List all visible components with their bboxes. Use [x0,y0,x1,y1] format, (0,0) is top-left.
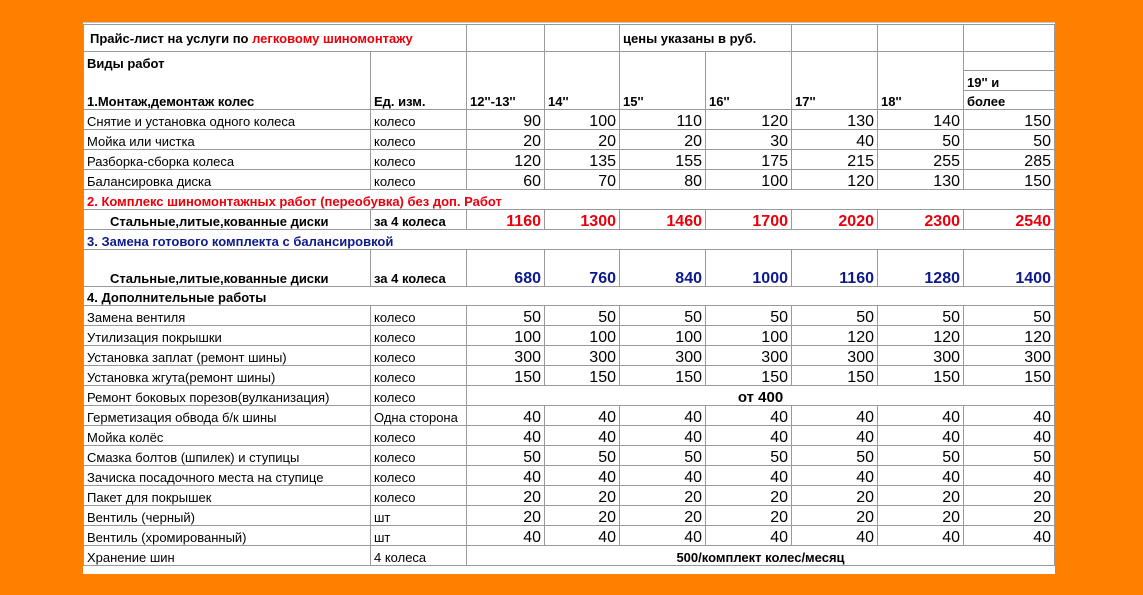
empty-cell [545,25,620,52]
table-row [84,466,1055,486]
price-cell: 60 [467,170,545,190]
service-name: Мойка или чистка [84,130,371,150]
unit-cell: колесо [371,170,467,190]
service-name: Разборка-сборка колеса [84,150,371,170]
price-cell: 30 [706,130,792,150]
section-title-row [84,287,1055,306]
title-row [84,25,1055,52]
empty-cell [964,52,1055,71]
price-cell: 20 [878,486,964,506]
empty-cell [467,71,545,91]
price-cell: 1300 [545,210,620,230]
unit-cell: колесо [371,306,467,326]
price-cell: 40 [964,426,1055,446]
col-size-12-13: 12''-13'' [467,91,545,110]
price-cell: 40 [620,466,706,486]
unit-cell: шт [371,506,467,526]
empty-cell [467,52,545,71]
price-cell: 40 [878,466,964,486]
unit-cell: колесо [371,466,467,486]
unit-cell: за 4 колеса [371,250,467,287]
price-cell: 120 [964,326,1055,346]
price-cell: 20 [467,130,545,150]
price-cell: 50 [878,306,964,326]
price-cell: 20 [467,486,545,506]
service-name: Вентиль (черный) [84,506,371,526]
price-cell: 50 [706,306,792,326]
col-size-18: 18'' [878,91,964,110]
service-name: Вентиль (хромированный) [84,526,371,546]
empty-cell [792,25,878,52]
price-cell: 300 [878,346,964,366]
col-work-type: Виды работ [84,52,371,71]
price-cell: 1000 [706,250,792,287]
price-cell: 840 [620,250,706,287]
price-cell: 120 [467,150,545,170]
price-cell: 50 [964,306,1055,326]
price-cell: 50 [620,446,706,466]
price-cell: 70 [545,170,620,190]
unit-cell: шт [371,526,467,546]
price-list-sheet [83,22,1055,574]
price-cell: 1700 [706,210,792,230]
price-cell: 50 [467,446,545,466]
price-cell: 150 [467,366,545,386]
price-cell: 155 [620,150,706,170]
price-cell: 50 [878,130,964,150]
title-prefix: Прайс-лист на услуги по [90,30,253,46]
price-cell: 300 [964,346,1055,366]
table-row [84,506,1055,526]
price-cell: 120 [878,326,964,346]
price-cell: 150 [620,366,706,386]
price-cell: 285 [964,150,1055,170]
col-size-16: 16'' [706,91,792,110]
price-cell: 100 [467,326,545,346]
empty-cell [371,52,467,71]
side-cuts-price: от 400 [467,386,1055,406]
price-cell: 150 [706,366,792,386]
price-cell: 300 [792,346,878,366]
price-cell: 100 [545,110,620,130]
title-highlight: легковому шиномонтажу [252,30,413,46]
price-cell: 2540 [964,210,1055,230]
table-row [84,406,1055,426]
section-title-row [84,190,1055,210]
price-cell: 40 [964,406,1055,426]
service-name: Герметизация обвода б/к шины [84,406,371,426]
price-cell: 20 [878,506,964,526]
unit-cell: колесо [371,326,467,346]
col-size-15: 15'' [620,91,706,110]
price-cell: 140 [878,110,964,130]
price-cell: 40 [467,406,545,426]
empty-cell [964,25,1055,52]
service-name: Пакет для покрышек [84,486,371,506]
col-size-14: 14'' [545,91,620,110]
col-unit: Ед. изм. [371,91,467,110]
price-cell: 150 [878,366,964,386]
price-cell: 300 [545,346,620,366]
table-row [84,446,1055,466]
unit-cell: колесо [371,150,467,170]
price-cell: 40 [467,466,545,486]
empty-cell [878,52,964,71]
table-row [84,130,1055,150]
unit-cell: 4 колеса [371,546,467,566]
price-cell: 100 [706,326,792,346]
table-row [84,306,1055,326]
empty-cell [878,71,964,91]
service-name: Стальные,литые,кованные диски [84,210,371,230]
service-name: Утилизация покрышки [84,326,371,346]
empty-cell [706,71,792,91]
price-cell: 20 [706,486,792,506]
price-cell: 50 [706,446,792,466]
price-cell: 20 [620,506,706,526]
price-cell: 40 [620,426,706,446]
service-name: Стальные,литые,кованные диски [84,250,371,287]
table-row [84,366,1055,386]
price-cell: 90 [467,110,545,130]
price-cell: 50 [620,306,706,326]
unit-cell: колесо [371,446,467,466]
price-cell: 40 [467,526,545,546]
price-cell: 215 [792,150,878,170]
table-row [84,346,1055,366]
price-cell: 40 [706,466,792,486]
section1-title: 1.Монтаж,демонтаж колес [84,91,371,110]
price-cell: 110 [620,110,706,130]
service-name: Снятие и установка одного колеса [84,110,371,130]
price-cell: 1280 [878,250,964,287]
price-cell: 40 [878,426,964,446]
service-name: Хранение шин [84,546,371,566]
price-cell: 20 [620,486,706,506]
currency-note: цены указаны в руб. [620,25,792,52]
price-cell: 20 [620,130,706,150]
price-cell: 1460 [620,210,706,230]
table-row [84,210,1055,230]
price-cell: 20 [964,486,1055,506]
price-cell: 300 [706,346,792,366]
price-cell: 40 [792,526,878,546]
header-row-2 [84,71,1055,91]
service-name: Мойка колёс [84,426,371,446]
unit-cell: колесо [371,366,467,386]
price-cell: 50 [878,446,964,466]
price-cell: 80 [620,170,706,190]
service-name: Установка заплат (ремонт шины) [84,346,371,366]
price-cell: 300 [620,346,706,366]
price-cell: 2300 [878,210,964,230]
table-row [84,546,1055,566]
price-cell: 40 [792,466,878,486]
price-cell: 135 [545,150,620,170]
unit-cell: колесо [371,346,467,366]
table-row [84,486,1055,506]
sheet-top-rule [83,22,1055,23]
price-cell: 40 [878,406,964,426]
unit-cell: колесо [371,386,467,406]
price-cell: 175 [706,150,792,170]
price-cell: 40 [545,526,620,546]
price-cell: 40 [792,426,878,446]
storage-price: 500/комплект колес/месяц [467,546,1055,566]
price-cell: 50 [964,446,1055,466]
section-title: 2. Комплекс шиномонтажных работ (переобувка) без доп. Работ [84,190,1055,210]
price-cell: 20 [545,486,620,506]
table-row [84,526,1055,546]
price-cell: 40 [792,130,878,150]
service-name: Зачиска посадочного места на ступице [84,466,371,486]
unit-cell: колесо [371,486,467,506]
price-cell: 40 [878,526,964,546]
price-cell: 150 [964,110,1055,130]
price-cell: 50 [545,306,620,326]
price-cell: 100 [620,326,706,346]
empty-cell [467,25,545,52]
col-size-19-line1: 19'' и [964,71,1055,91]
price-cell: 150 [545,366,620,386]
price-cell: 100 [545,326,620,346]
empty-cell [620,52,706,71]
section-title: 4. Дополнительные работы [84,287,1055,306]
unit-cell: Одна сторона [371,406,467,426]
price-cell: 40 [545,406,620,426]
price-cell: 300 [467,346,545,366]
price-table [83,24,1055,566]
header-row-1 [84,52,1055,71]
service-name: Замена вентиля [84,306,371,326]
empty-cell [792,71,878,91]
price-cell: 40 [620,526,706,546]
price-cell: 680 [467,250,545,287]
title-cell [84,25,467,52]
price-cell: 120 [706,110,792,130]
unit-cell: за 4 колеса [371,210,467,230]
price-cell: 40 [706,526,792,546]
price-cell: 20 [792,486,878,506]
price-cell: 150 [792,366,878,386]
table-row [84,326,1055,346]
price-cell: 50 [545,446,620,466]
empty-cell [545,71,620,91]
price-cell: 120 [792,170,878,190]
table-row [84,386,1055,406]
empty-cell [545,52,620,71]
header-row-3 [84,91,1055,110]
service-name: Балансировка диска [84,170,371,190]
table-row [84,250,1055,287]
price-cell: 120 [792,326,878,346]
price-cell: 20 [964,506,1055,526]
price-cell: 50 [792,306,878,326]
price-cell: 50 [792,446,878,466]
price-cell: 40 [545,466,620,486]
price-cell: 20 [545,130,620,150]
price-cell: 40 [467,426,545,446]
price-cell: 1400 [964,250,1055,287]
unit-cell: колесо [371,110,467,130]
price-cell: 40 [792,406,878,426]
price-cell: 130 [878,170,964,190]
price-cell: 40 [706,426,792,446]
unit-cell: колесо [371,130,467,150]
service-name: Установка жгута(ремонт шины) [84,366,371,386]
section-title-row [84,230,1055,250]
price-cell: 20 [545,506,620,526]
price-cell: 20 [467,506,545,526]
price-cell: 40 [964,526,1055,546]
price-cell: 100 [706,170,792,190]
price-cell: 20 [792,506,878,526]
empty-cell [84,71,371,91]
empty-cell [706,52,792,71]
empty-cell [792,52,878,71]
table-row [84,110,1055,130]
price-cell: 2020 [792,210,878,230]
price-cell: 40 [706,406,792,426]
price-cell: 40 [545,426,620,446]
price-cell: 150 [964,366,1055,386]
price-cell: 20 [706,506,792,526]
price-cell: 50 [467,306,545,326]
price-cell: 40 [964,466,1055,486]
table-row [84,150,1055,170]
service-name: Ремонт боковых порезов(вулканизация) [84,386,371,406]
empty-cell [878,25,964,52]
empty-cell [620,71,706,91]
service-name: Смазка болтов (шпилек) и ступицы [84,446,371,466]
section-title: 3. Замена готового комплекта с балансировкой [84,230,1055,250]
price-cell: 1160 [467,210,545,230]
col-size-19-line2: более [964,91,1055,110]
price-cell: 40 [620,406,706,426]
col-size-17: 17'' [792,91,878,110]
price-cell: 760 [545,250,620,287]
price-cell: 50 [964,130,1055,150]
table-row [84,170,1055,190]
price-cell: 1160 [792,250,878,287]
unit-cell: колесо [371,426,467,446]
price-cell: 150 [964,170,1055,190]
empty-cell [371,71,467,91]
price-cell: 255 [878,150,964,170]
table-row [84,426,1055,446]
price-cell: 130 [792,110,878,130]
